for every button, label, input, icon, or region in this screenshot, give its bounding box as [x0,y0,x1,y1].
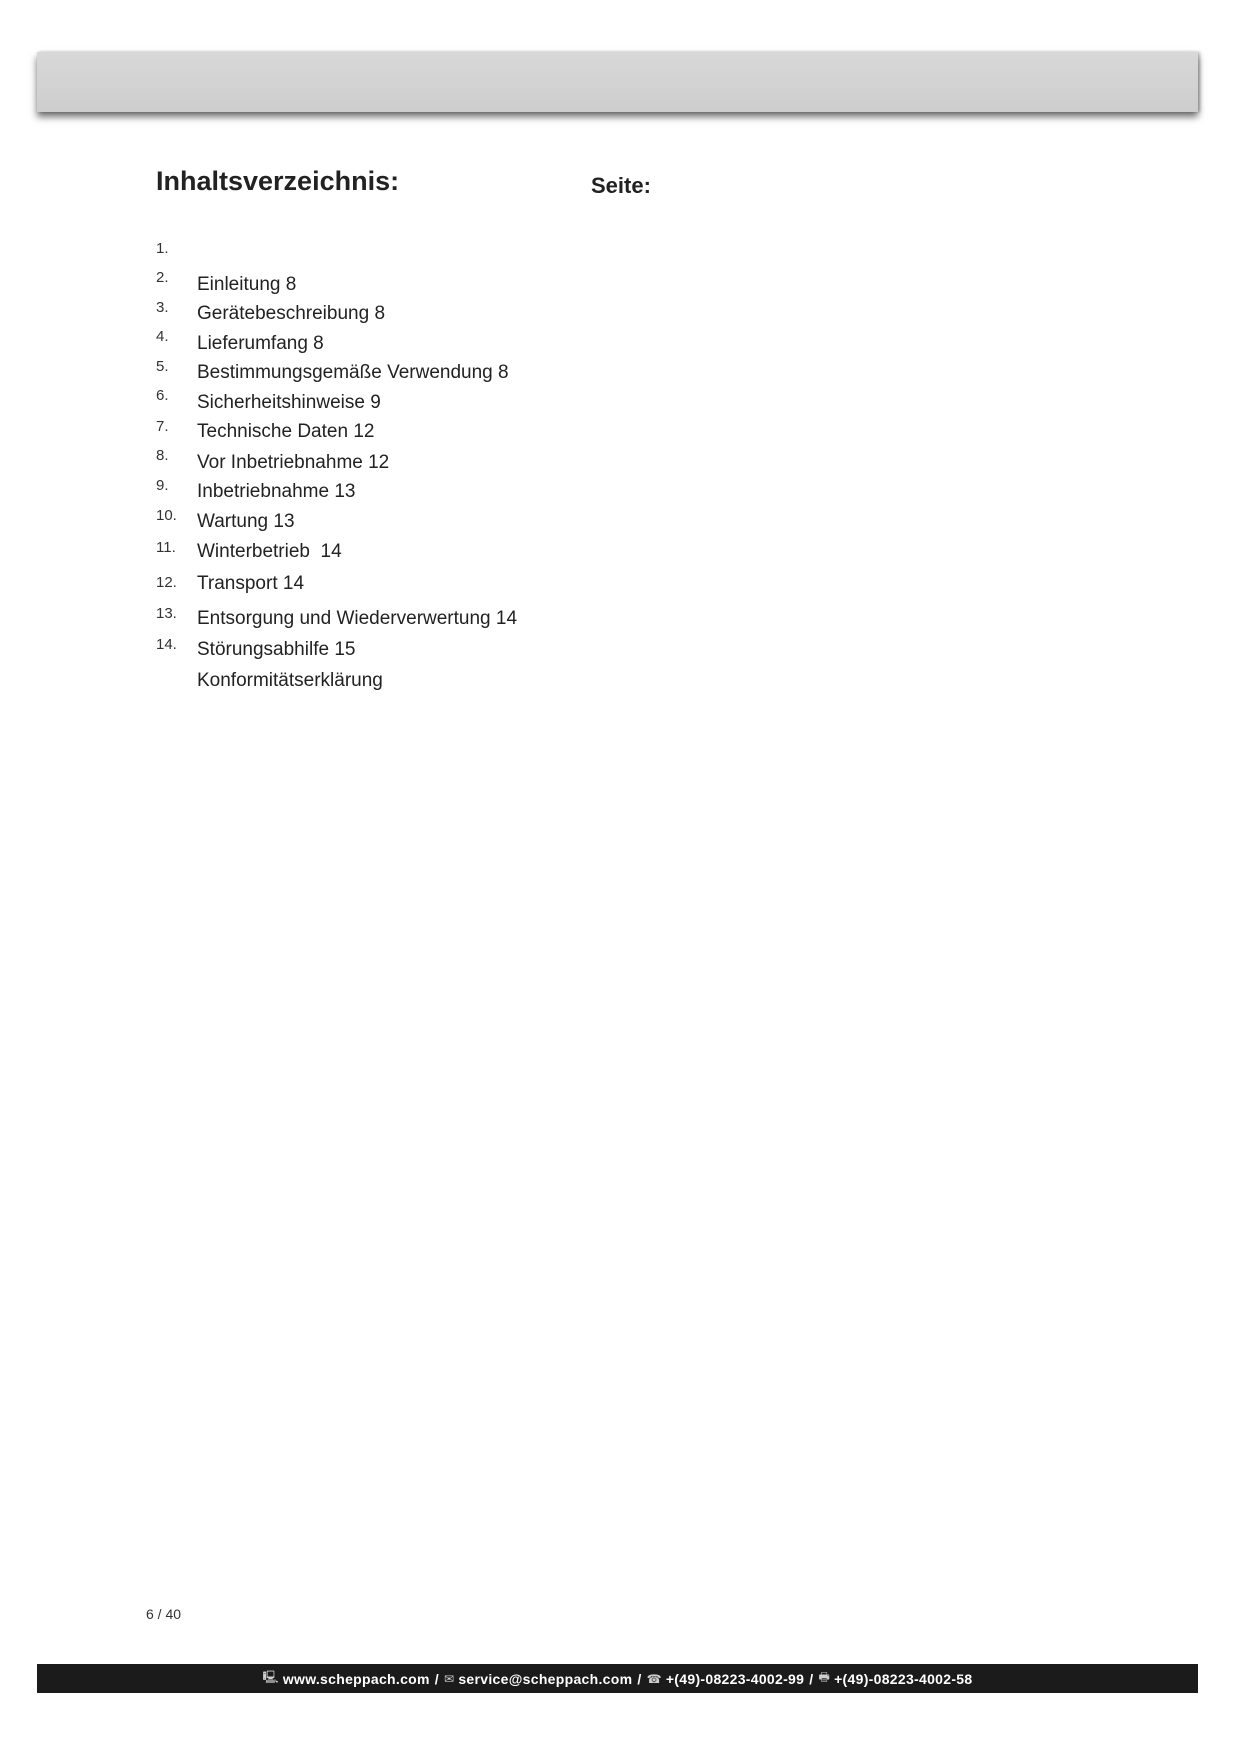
footer-email-link[interactable]: service@scheppach.com [458,1670,633,1687]
toc-item-text: Transport 14 [197,573,305,594]
toc-item-number: 3. [156,299,169,316]
toc-item-text: Gerätebeschreibung 8 [197,303,386,324]
toc-item-text: Sicherheitshinweise 9 [197,392,381,413]
computer-icon: 🖳 [262,1670,279,1684]
toc-item-text: Entsorgung und Wiederverwertung 14 [197,608,518,629]
toc-item-number: 8. [156,447,169,464]
toc-item-number: 4. [156,328,169,345]
toc-item-text: Lieferumfang 8 [197,333,324,354]
footer-separator: / [809,1670,814,1687]
toc-title: Inhaltsverzeichnis: [156,166,400,196]
footer-separator: / [637,1670,642,1687]
toc-item-number: 6. [156,387,169,404]
toc-item-text: Winterbetrieb 14 [197,541,342,562]
toc-item-number: 13. [156,605,177,622]
footer-phone: +(49)-08223-4002-99 [665,1670,805,1687]
toc-item-number: 1. [156,240,169,257]
toc-item-text: Störungsabhilfe 15 [197,639,356,660]
footer-fax: +(49)-08223-4002-58 [834,1670,973,1687]
footer-bar [37,1664,1198,1693]
toc-item-text: Einleitung 8 [197,274,297,295]
phone-icon: ☎ [646,1671,662,1686]
footer-website-link[interactable]: www.scheppach.com [282,1670,430,1687]
toc-item-text: Inbetriebnahme 13 [197,481,356,502]
toc-item-text: Bestimmungsgemäße Verwendung 8 [197,362,509,383]
toc-item-text: Konformitätserklärung [197,670,383,691]
toc-item-number: 11. [156,539,176,556]
footer-separator: / [434,1670,439,1687]
toc-item-number: 14. [156,636,177,653]
page-column-title: Seite: [591,173,651,198]
toc-list [156,0,756,700]
fax-icon: 🖶 [818,1670,831,1684]
toc-item-text: Technische Daten 12 [197,421,375,442]
mail-icon: ✉ [443,1671,455,1686]
toc-item-number: 9. [156,477,169,494]
toc-item-number: 5. [156,358,169,375]
toc-item-number: 2. [156,269,169,286]
toc-item-text: Vor Inbetriebnahme 12 [197,452,390,473]
toc-item-text: Wartung 13 [197,511,295,532]
toc-item-number: 12. [156,574,177,591]
page-number: 6 / 40 [146,1606,182,1622]
toc-item-number: 10. [156,507,177,524]
toc-item-number: 7. [156,418,169,435]
